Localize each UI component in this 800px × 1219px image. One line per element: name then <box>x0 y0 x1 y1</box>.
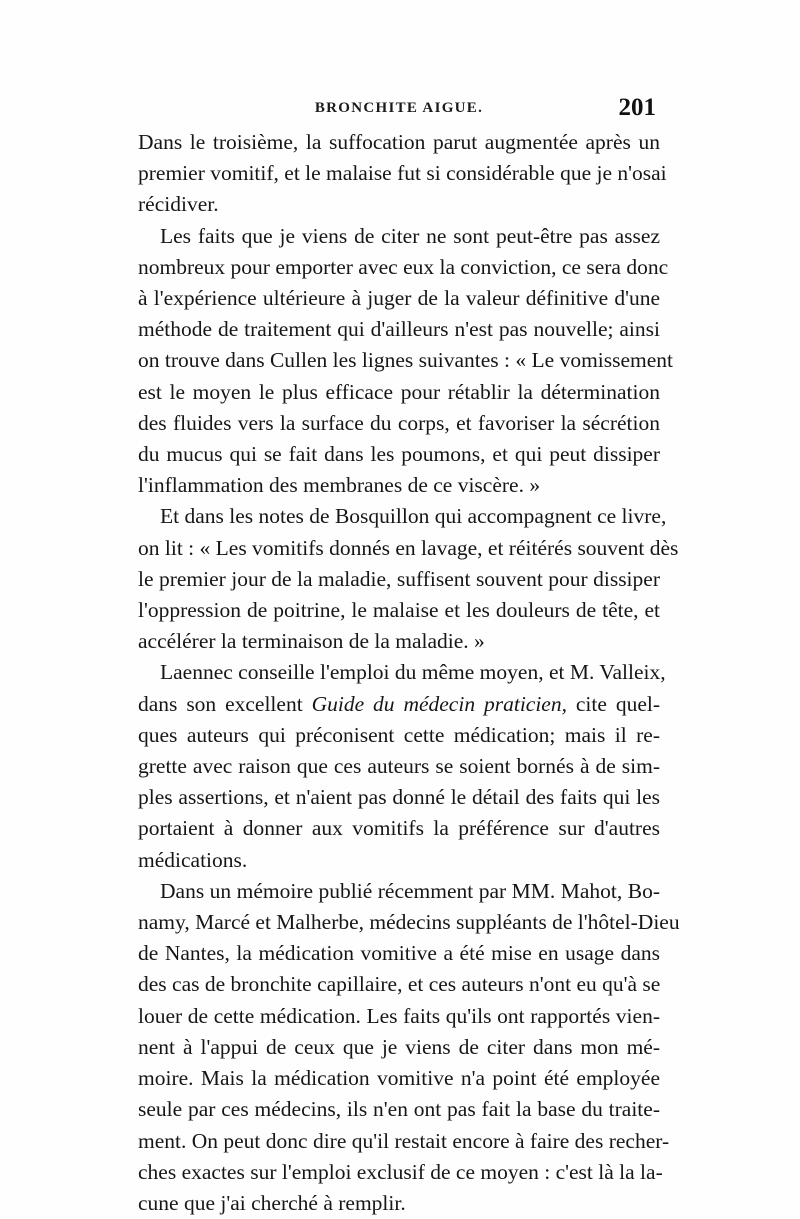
text-line: ples assertions, et n'aient pas donné le détail des faits qui les <box>138 785 660 810</box>
text-line: dans son excellent Guide du médecin praticien, cite quel- <box>138 691 661 716</box>
paragraph <box>138 221 674 502</box>
text-line: nombreux pour emporter avec eux la conviction, ce sera donc <box>138 254 669 279</box>
text-line: namy, Marcé et Malherbe, médecins suppléants de l'hôtel-Dieu <box>138 910 680 935</box>
text-line: accélérer la terminaison de la maladie. » <box>138 629 485 654</box>
text-line: on trouve dans Cullen les lignes suivantes : « Le vomissement <box>138 348 674 373</box>
paragraph <box>138 657 666 875</box>
text-line: médications. <box>138 847 248 872</box>
text-line: ches exactes sur l'emploi exclusif de ce moyen : c'est là la la- <box>138 1159 663 1184</box>
text-line: ment. On peut donc dire qu'il restait encore à faire des recher- <box>138 1128 670 1153</box>
text-line: premier vomitif, et le malaise fut si considérable que je n'osai <box>138 161 667 186</box>
text-line: portaient à donner aux vomitifs la préférence sur d'autres <box>138 816 660 841</box>
text-line: Et dans les notes de Bosquillon qui accompagnent ce livre, <box>160 504 667 529</box>
text-line: le premier jour de la maladie, suffisent souvent pour dissiper <box>138 566 660 591</box>
text-line: ques auteurs qui préconisent cette médication; mais il re- <box>138 722 660 747</box>
text-line: cune que j'ai cherché à remplir. <box>138 1190 406 1215</box>
page-number: 201 <box>618 94 656 121</box>
text-line: méthode de traitement qui d'ailleurs n'est pas nouvelle; ainsi <box>138 317 660 342</box>
text-line: Dans le troisième, la suffocation parut augmentée après un <box>138 130 660 154</box>
text-line: louer de cette médication. Les faits qu'ils ont rapportés vien- <box>138 1003 660 1028</box>
italic-title: Guide du médecin praticien, <box>311 691 567 716</box>
text-line: est le moyen le plus efficace pour rétablir la détermination <box>138 379 660 404</box>
text-line: l'inflammation des membranes de ce viscère. » <box>138 473 541 498</box>
text-line: grette avec raison que ces auteurs se soient bornés à de sim- <box>138 754 660 779</box>
paragraph <box>138 127 667 221</box>
text-line: de Nantes, la médication vomitive a été mise en usage dans <box>138 941 660 966</box>
text-line: des fluides vers la surface du corps, et favoriser la sécrétion <box>138 410 660 435</box>
text-line: Dans un mémoire publié récemment par MM. Mahot, Bo- <box>160 878 660 903</box>
text-line: nent à l'appui de ceux que je viens de citer dans mon mé- <box>138 1034 660 1059</box>
body-text <box>138 127 680 1219</box>
text-line: récidiver. <box>138 192 219 217</box>
text-line: Les faits que je viens de citer ne sont peut-être pas assez <box>160 223 660 248</box>
text-line: à l'expérience ultérieure à juger de la valeur définitive d'une <box>138 286 660 311</box>
paragraph <box>138 876 680 1219</box>
text-line: des cas de bronchite capillaire, et ces auteurs n'ont eu qu'à se <box>138 972 661 997</box>
text-line: moire. Mais la médication vomitive n'a point été employée <box>138 1066 660 1091</box>
text-line: Laennec conseille l'emploi du même moyen, et M. Valleix, <box>160 660 666 685</box>
running-title: BRONCHITE AIGUE. <box>314 100 484 116</box>
text-line: seule par ces médecins, ils n'en ont pas fait la base du traite- <box>138 1097 660 1122</box>
text-line: on lit : « Les vomitifs donnés en lavage, et réitérés souvent dès <box>138 535 679 560</box>
page-header <box>138 96 660 126</box>
text-line: l'oppression de poitrine, le malaise et les douleurs de tête, et <box>138 598 660 623</box>
text-line: du mucus qui se fait dans les poumons, et qui peut dissiper <box>138 442 660 467</box>
paragraph <box>138 501 679 657</box>
